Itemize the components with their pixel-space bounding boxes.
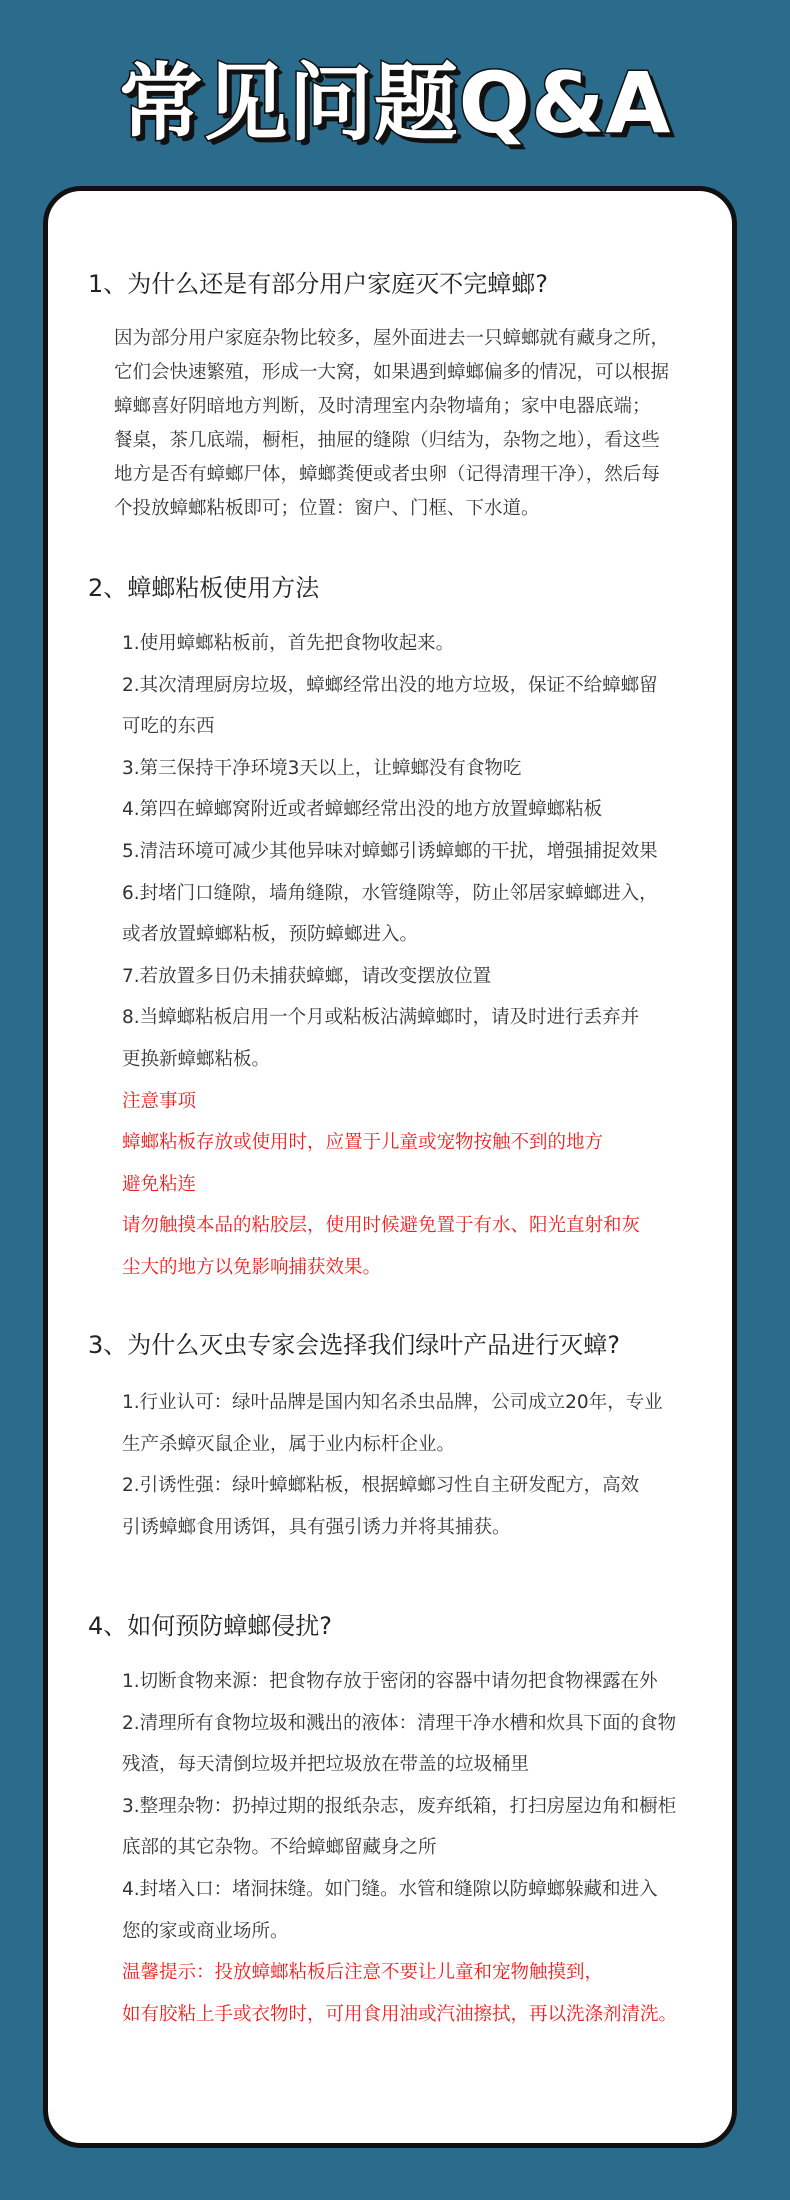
question-title: 4、如何预防蟑螂侵扰? — [88, 1612, 333, 1640]
answer-line: 生产杀蟑灭鼠企业，属于业内标杆企业。 — [122, 1433, 456, 1455]
answer-line: 6.封堵门口缝隙，墙角缝隙，水管缝隙等，防止邻居家蟑螂进入， — [122, 882, 658, 904]
answer-line: 您的家或商业场所。 — [122, 1920, 289, 1942]
answer-line: 因为部分用户家庭杂物比较多，屋外面进去一只蟑螂就有藏身之所， — [114, 328, 670, 349]
warning-line: 请勿触摸本品的粘胶层，使用时候避免置于有水、阳光直射和灰 — [122, 1215, 641, 1237]
warning-line: 如有胶粘上手或衣物时，可用食用油或汽油擦拭，再以洗涤剂清洗。 — [122, 2003, 678, 2025]
answer-line: 更换新蟑螂粘板。 — [122, 1048, 271, 1070]
answer-line: 残渣，每天清倒垃圾并把垃圾放在带盖的垃圾桶里 — [122, 1754, 530, 1776]
answer-line: 可吃的东西 — [122, 716, 215, 738]
answer-line: 底部的其它杂物。不给蟑螂留藏身之所 — [122, 1837, 437, 1859]
answer-line: 餐桌，茶几底端，橱柜，抽屉的缝隙（归结为，杂物之地），看这些 — [114, 430, 660, 451]
answer-line: 它们会快速繁殖，形成一大窝，如果遇到蟑螂偏多的情况，可以根据 — [114, 362, 670, 383]
warning-line: 尘大的地方以免影响捕获效果。 — [122, 1256, 382, 1278]
answer-line: 3.第三保持干净环境3天以上，让蟑螂没有食物吃 — [122, 757, 522, 779]
warning-line: 注意事项 — [122, 1090, 197, 1112]
answer-line: 5.清洁环境可减少其他异味对蟑螂引诱蟑螂的干扰，增强捕捉效果 — [122, 840, 658, 862]
question-title: 3、为什么灭虫专家会选择我们绿叶产品进行灭蟑? — [88, 1331, 621, 1359]
answer-line: 3.整理杂物：扔掉过期的报纸杂志，废弃纸箱，打扫房屋边角和橱柜 — [122, 1795, 677, 1817]
answer-line: 4.第四在蟑螂窝附近或者蟑螂经常出没的地方放置蟑螂粘板 — [122, 799, 603, 821]
answer-line: 1.行业认可：绿叶品牌是国内知名杀虫品牌，公司成立20年，专业 — [122, 1392, 663, 1413]
answer-line: 地方是否有蟑螂尸体，蟑螂粪便或者虫卵（记得清理干净），然后每 — [114, 464, 660, 485]
answer-text — [122, 623, 658, 1289]
answer-line: 或者放置蟑螂粘板，预防蟑螂进入。 — [122, 924, 419, 946]
question-title: 1、为什么还是有部分用户家庭灭不完蟑螂? — [88, 270, 549, 298]
warning-line: 避免粘连 — [122, 1173, 197, 1195]
page-title: 常见问题Q&A — [118, 54, 672, 152]
answer-line: 1.使用蟑螂粘板前，首先把食物收起来。 — [122, 633, 455, 654]
answer-line: 2.引诱性强：绿叶蟑螂粘板，根据蟑螂习性自主研发配方，高效 — [122, 1475, 640, 1497]
answer-text — [122, 1661, 677, 2035]
warning-line: 蟑螂粘板存放或使用时，应置于儿童或宠物按触不到的地方 — [122, 1132, 604, 1154]
answer-text — [114, 322, 669, 526]
answer-line: 4.封堵入口：堵洞抹缝。如门缝。水管和缝隙以防蟑螂躲藏和进入 — [122, 1878, 658, 1900]
answer-line: 引诱蟑螂食用诱饵，具有强引诱力并将其捕获。 — [122, 1516, 511, 1538]
warning-line: 温馨提示：投放蟑螂粘板后注意不要让儿童和宠物触摸到， — [122, 1962, 604, 1984]
answer-line: 1.切断食物来源：把食物存放于密闭的容器中请勿把食物裸露在外 — [122, 1671, 658, 1692]
answer-line: 8.当蟑螂粘板启用一个月或粘板沾满蟑螂时，请及时进行丢弃并 — [122, 1007, 640, 1029]
answer-line: 个投放蟑螂粘板即可；位置：窗户、门框、下水道。 — [114, 498, 540, 519]
answer-line: 2.清理所有食物垃圾和溅出的液体：清理干净水槽和炊具下面的食物 — [122, 1712, 677, 1734]
question-title: 2、蟑螂粘板使用方法 — [88, 574, 320, 602]
answer-line: 蟑螂喜好阴暗地方判断，及时清理室内杂物墙角；家中电器底端； — [114, 396, 651, 417]
answer-text — [122, 1382, 663, 1548]
answer-line: 2.其次清理厨房垃圾，蟑螂经常出没的地方垃圾，保证不给蟑螂留 — [122, 674, 658, 696]
faq-card — [43, 186, 737, 2148]
answer-line: 7.若放置多日仍未捕获蟑螂，请改变摆放位置 — [122, 965, 492, 987]
